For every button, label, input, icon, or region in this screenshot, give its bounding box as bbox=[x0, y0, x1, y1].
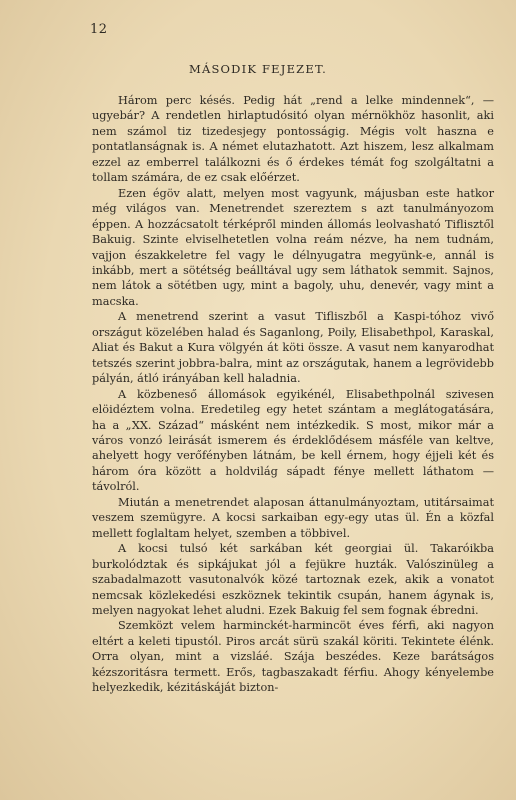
chapter-title: MÁSODIK FEJEZET. bbox=[189, 62, 327, 76]
paragraph: Három perc késés. Pedig hát „rend a lelke mindennek“, — ugyebár? A rendetlen hirlaptudósitó olyan mérnökhöz hasonlit, aki nem számol tiz tizedesjegy pontosságig. Mégis volt haszna e pontatlanságnak is. A német elutazhatott. Azt hiszem, lesz alkalmam ezzel az emberrel találkozni és ő érdekes témát fog szolgáltatni a tollam számára, de ez csak előérzet. bbox=[92, 94, 494, 185]
paragraph: A kocsi tulsó két sarkában két georgiai ül. Takaróikba burkolództak és sipkájukat jól a fejükre huzták. Valószinüleg a szabadalmazott vasutonalvók közé tartoznak ezek, akik a vonatot nemcsak közlekedési eszköznek tekintik csupán, hanem ágynak is, melyen nagyokat lehet aludni. Ezek Bakuig fel sem fognak ébredni. bbox=[92, 542, 494, 617]
paragraph: Ezen égöv alatt, melyen most vagyunk, májusban este hatkor még világos van. Menetrendet szereztem s azt tanulmányozom éppen. A hozzácsatolt térképről minden állomás leolvasható Tiflisztől Bakuig. Szinte elviselhetetlen volna reám nézve, ha nem tudnám, vajjon északkeletre fel vagy le délnyugatra megyünk-e, annál is inkább, mert a sötétség beálltával ugy sem láthatok semmit. Sajnos, nem látok a sötétben ugy, mint a bagoly, uhu, denevér, vagy mint a macska. bbox=[92, 186, 494, 308]
paragraph: A menetrend szerint a vasut Tifliszből a Kaspi-tóhoz vivő országut közelében halad és Saganlong, Poily, Elisabethpol, Karaskal, Aliat és Bakut a Kura völgyén át köti össze. A vasut nem kanyarodhat tetszés szerint jobbra-balra, mint az országutak, hanem a legrövidebb pályán, átló irányában kell haladnia. bbox=[92, 310, 494, 386]
chapter-body bbox=[92, 93, 494, 696]
paragraph: Miután a menetrendet alaposan áttanulmányoztam, utitársaimat veszem szemügyre. A kocsi sarkaiban egy-egy utas ül. Én a közfal mellett foglaltam helyet, szemben a többivel. bbox=[92, 495, 494, 540]
paragraph: Szemközt velem harminckét-harmincöt éves férfi, aki nagyon eltért a keleti tipustól. Piros arcát sürü szakál köriti. Tekintete élénk. Orra olyan, mint a vizsláé. Szája beszédes. Keze barátságos kézszoritásra termett. Erős, tagbaszakadt férfiu. Ahogy kényelembe helyezkedik, kézitáskáját bizton- bbox=[92, 619, 494, 695]
page-number: 12 bbox=[90, 22, 108, 37]
paragraph: A közbeneső állomások egyikénél, Elisabethpolnál szivesen elöidéztem volna. Eredetileg egy hetet szántam a meglátogatására, ha a „XX. Század“ másként nem intézkedik. S most, mikor már a város vonzó leirását ismerem és érdeklődésem másféle van keltve, ahelyett hogy verőfényben látnám, be kell érnem, hogy éjjeli két és három óra között a holdvilág sápadt fénye mellett láthatom — távolról. bbox=[92, 387, 494, 494]
